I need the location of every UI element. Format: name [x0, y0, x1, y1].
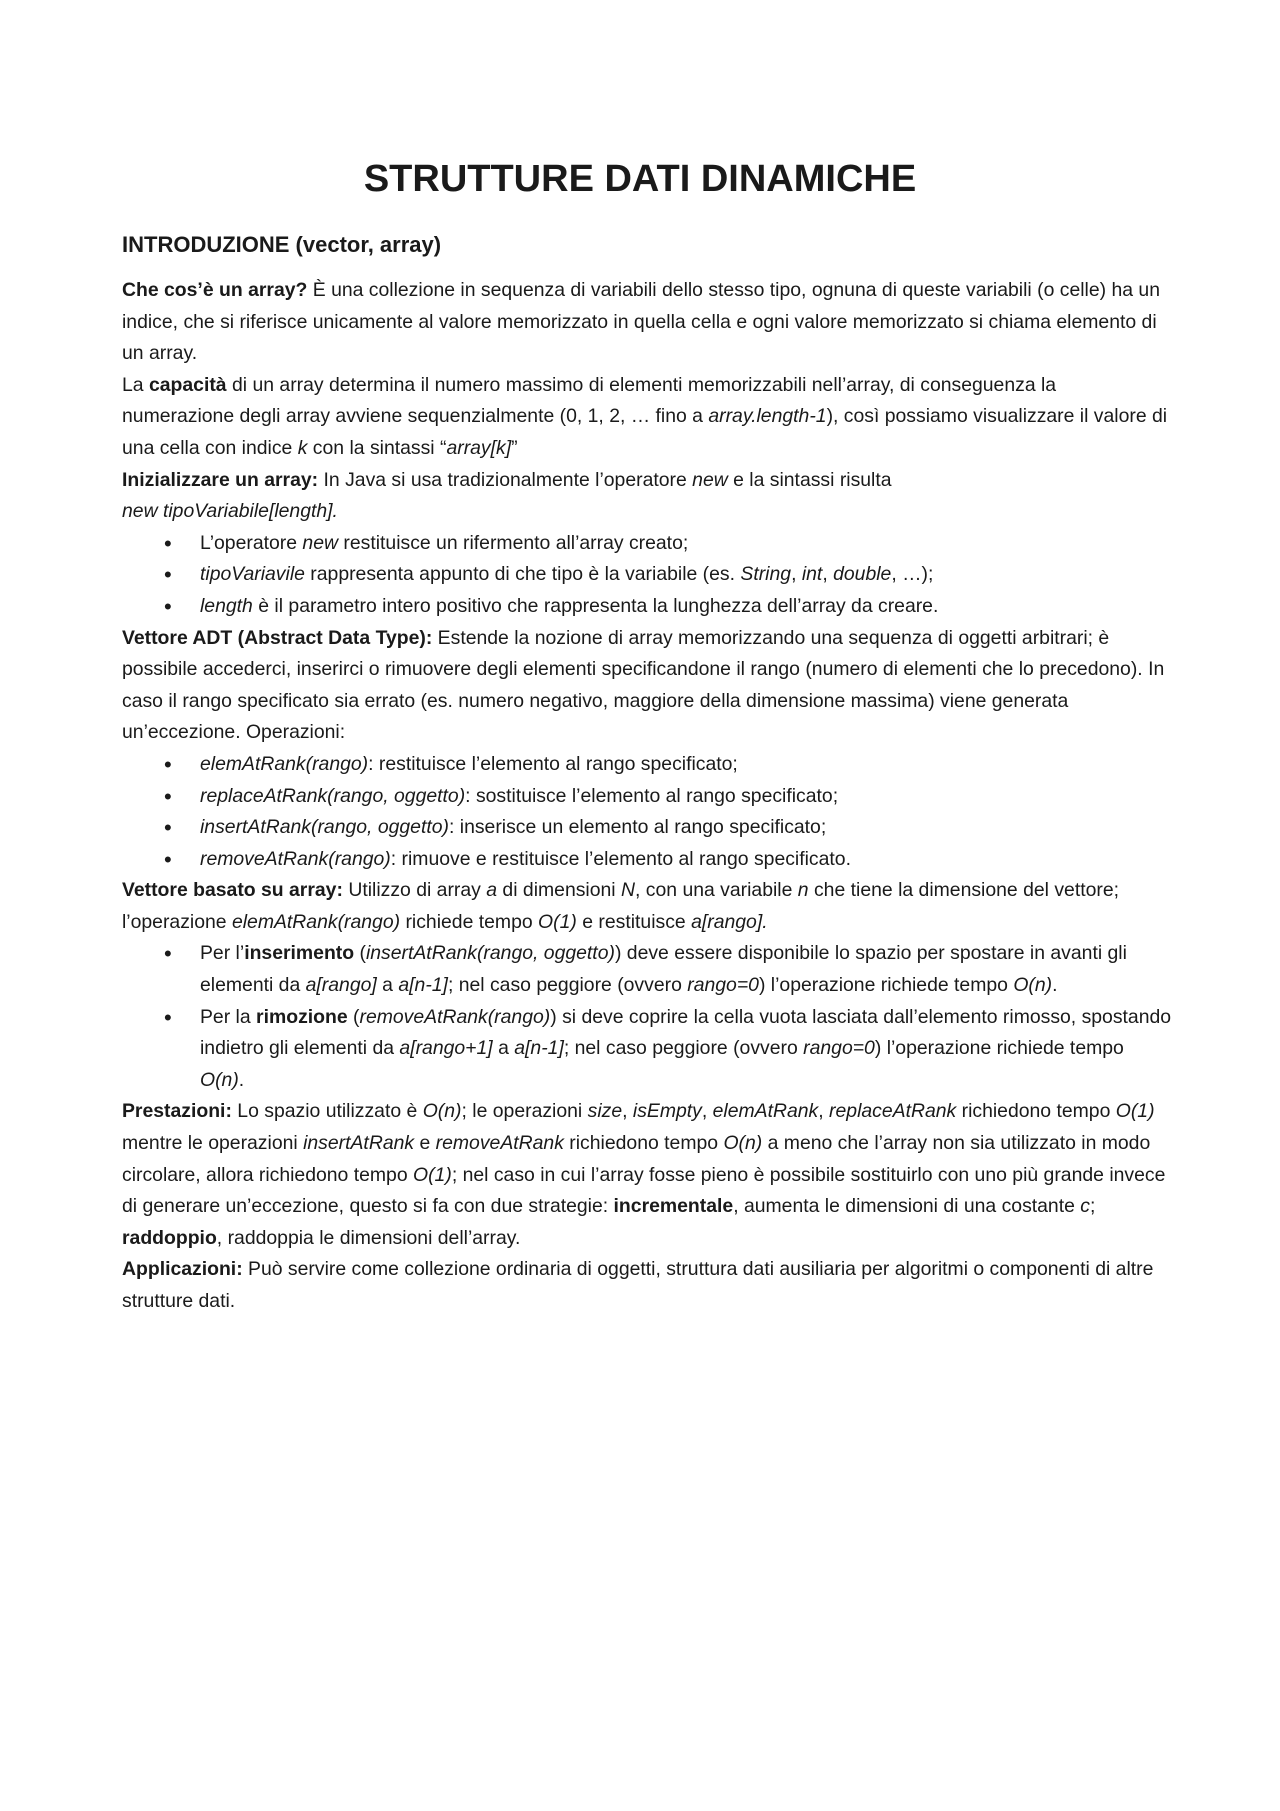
list-item: • Per l’inserimento (insertAtRank(rango, oggetto)) deve essere disponibile lo spazio per spostare in avanti gli elementi da a[rango] a a[n-1]; nel caso peggiore (ovvero rango=0) l’operazione richiede tempo O(n). — [200, 938, 1172, 1001]
list-item: • replaceAtRank(rango, oggetto): sostituisce l’elemento al rango specificato; — [200, 781, 1172, 813]
list-item: • Per la rimozione (removeAtRank(rango)) si deve coprire la cella vuota lasciata dall’elemento rimosso, spostando indietro gli elementi da a[rango+1] a a[n-1]; nel caso peggiore (ovvero rango=0) l’operazione richiede tempo O(n). — [200, 1002, 1172, 1097]
list-item: • length è il parametro intero positivo che rappresenta la lunghezza dell’array da creare. — [200, 591, 1172, 623]
paragraph-array-definition: Che cos’è un array? È una collezione in sequenza di variabili dello stesso tipo, ognuna di queste variabili (o celle) ha un indice, che si riferisce unicamente al valore memorizzato in quella cella e ogni valore memorizzato si chiama elemento di un array. — [122, 279, 1160, 365]
paragraph-array-vector: Vettore basato su array: Utilizzo di array a di dimensioni N, con una variabile n che tiene la dimensione del vettore; l’operazione elemAtRank(rango) richiede tempo O(1) e restituisce a[rango]. — [122, 879, 1120, 933]
list-item: • elemAtRank(rango): restituisce l’elemento al rango specificato; — [200, 749, 1172, 781]
list-item: • insertAtRank(rango, oggetto): inserisce un elemento al rango specificato; — [200, 812, 1172, 844]
list-item: • removeAtRank(rango): rimuove e restituisce l’elemento al rango specificato. — [200, 844, 1172, 876]
list-item: • tipoVariavile rappresenta appunto di che tipo è la variabile (es. String, int, double, …); — [200, 559, 1172, 591]
paragraph-initialize: Inizializzare un array: In Java si usa tradizionalmente l’operatore new e la sintassi risulta new tipoVariabile[length]. — [122, 468, 892, 523]
paragraph-vector-adt: Vettore ADT (Abstract Data Type): Estende la nozione di array memorizzando una sequenza di oggetti arbitrari; è possibile accederci, inserirci o rimuovere degli elementi specificandone il rango (numero di elementi che lo precedono). In caso il rango specificato sia errato (es. numero negativo, maggiore della dimensione massima) viene generata un’eccezione. Operazioni: — [122, 626, 1165, 744]
list-insert-remove — [122, 938, 1172, 1096]
paragraph-capacity: La capacità di un array determina il numero massimo di elementi memorizzabili nell’array, di conseguenza la numerazione degli array avviene sequenzialmente (0, 1, 2, … fino a array.length-1), così possiamo visualizzare il valore di una cella con indice k con la sintassi “array[k]” — [122, 373, 1168, 459]
document-body — [122, 275, 1172, 1318]
term: Che cos’è un array? — [122, 279, 308, 301]
section-heading: INTRODUZIONE (vector, array) — [122, 232, 442, 257]
list-initialize — [122, 528, 1172, 623]
list-item: • L’operatore new restituisce un rifermento all’array creato; — [200, 528, 1172, 560]
page-title: STRUTTURE DATI DINAMICHE — [363, 158, 917, 200]
paragraph-applications: Applicazioni: Può servire come collezione ordinaria di oggetti, struttura dati ausiliaria per algoritmi o componenti di altre strutture dati. — [122, 1258, 1154, 1312]
paragraph-performance: Prestazioni: Lo spazio utilizzato è O(n); le operazioni size, isEmpty, elemAtRank, replaceAtRank richiedono tempo O(1) mentre le operazioni insertAtRank e removeAtRank richiedono tempo O(n) a meno che l’array non sia utilizzato in modo circolare, allora richiedono tempo O(1); nel caso in cui l’array fosse pieno è possibile sostituirlo con uno più grande invece di generare un’eccezione, questo si fa con due strategie: incrementale, aumenta le dimensioni di una costante c; raddoppio, raddoppia le dimensioni dell’array. — [122, 1100, 1166, 1249]
list-operations — [122, 749, 1172, 875]
